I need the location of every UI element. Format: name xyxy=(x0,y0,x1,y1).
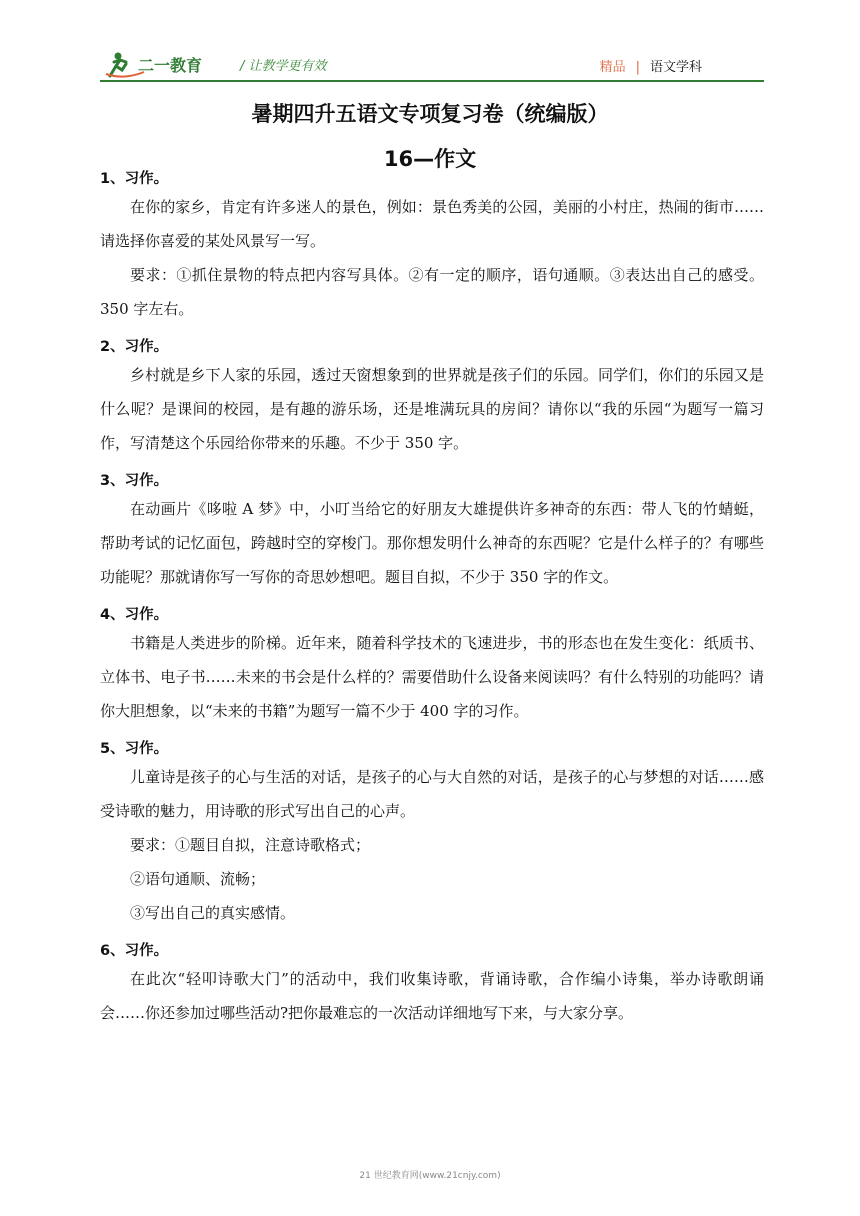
question-paragraph: 要求：①抓住景物的特点把内容写具体。②有一定的顺序，语句通顺。③表达出自己的感受。350 字左右。 xyxy=(100,266,764,318)
question-paragraph: 在动画片《哆啦 A 梦》中，小叮当给它的好朋友大雄提供许多神奇的东西：带人飞的竹蜻蜓，帮助考试的记忆面包，跨越时空的穿梭门。那你想发明什么神奇的东西呢？它是什么样子的？有哪些功能呢？那就请你写一写你的奇思妙想吧。题目自拟，不少于 350 字的作文。 xyxy=(100,500,764,586)
page-header xyxy=(100,46,764,82)
question-heading: 2、习作。 xyxy=(100,339,169,355)
question-paragraph: 在你的家乡，肯定有许多迷人的景色，例如：景色秀美的公园，美丽的小村庄，热闹的街市……请选择你喜爱的某处风景写一写。 xyxy=(100,198,764,250)
question-paragraph: 在此次“轻叩诗歌大门”的活动中，我们收集诗歌，背诵诗歌，合作编小诗集，举办诗歌朗诵会……你还参加过哪些活动?把你最难忘的一次活动详细地写下来，与大家分享。 xyxy=(100,970,764,1022)
quality-label: 精品 xyxy=(599,60,626,75)
question-heading: 6、习作。 xyxy=(100,943,169,959)
page-footer: 21 世纪教育网(www.21cnjy.com) xyxy=(359,1171,501,1181)
question-heading: 5、习作。 xyxy=(100,741,169,757)
question-heading: 4、习作。 xyxy=(100,607,169,623)
svg-text:二一教育: 二一教育 xyxy=(138,56,203,75)
page-title: 暑期四升五语文专项复习卷（统编版） xyxy=(251,102,609,126)
header-separator: | xyxy=(635,60,640,75)
questions-list xyxy=(100,158,764,1030)
subject-label: 语文学科 xyxy=(649,60,702,75)
header-slogan: / 让教学更有效 xyxy=(240,59,327,74)
requirement-line: ②语句通顺、流畅； xyxy=(130,870,266,888)
requirement-line: ③写出自己的真实感情。 xyxy=(130,904,296,922)
question-paragraph: 要求：①题目自拟，注意诗歌格式； xyxy=(130,836,371,854)
question-paragraph: 书籍是人类进步的阶梯。近年来，随着科学技术的飞速进步，书的形态也在发生变化：纸质书、立体书、电子书……未来的书会是什么样的？需要借助什么设备来阅读吗？有什么特别的功能吗？请你大胆想象，以“未来的书籍”为题写一篇不少于 400 字的习作。 xyxy=(100,634,764,720)
page-subtitle: 16—作文 xyxy=(383,147,477,171)
question-heading: 3、习作。 xyxy=(100,473,169,489)
logo-runner-icon xyxy=(104,50,234,80)
question-paragraph: 儿童诗是孩子的心与生活的对话，是孩子的心与大自然的对话，是孩子的心与梦想的对话……感受诗歌的魅力，用诗歌的形式写出自己的心声。 xyxy=(100,768,764,820)
header-divider xyxy=(100,80,764,82)
header-right xyxy=(600,56,702,75)
question-paragraph: 乡村就是乡下人家的乐园，透过天窗想象到的世界就是孩子们的乐园。同学们，你们的乐园又是什么呢？是课间的校园，是有趣的游乐场，还是堆满玩具的房间？请你以“我的乐园“为题写一篇习作，写清楚这个乐园给你带来的乐趣。不少于 350 字。 xyxy=(100,366,764,452)
question-heading: 1、习作。 xyxy=(100,171,169,187)
